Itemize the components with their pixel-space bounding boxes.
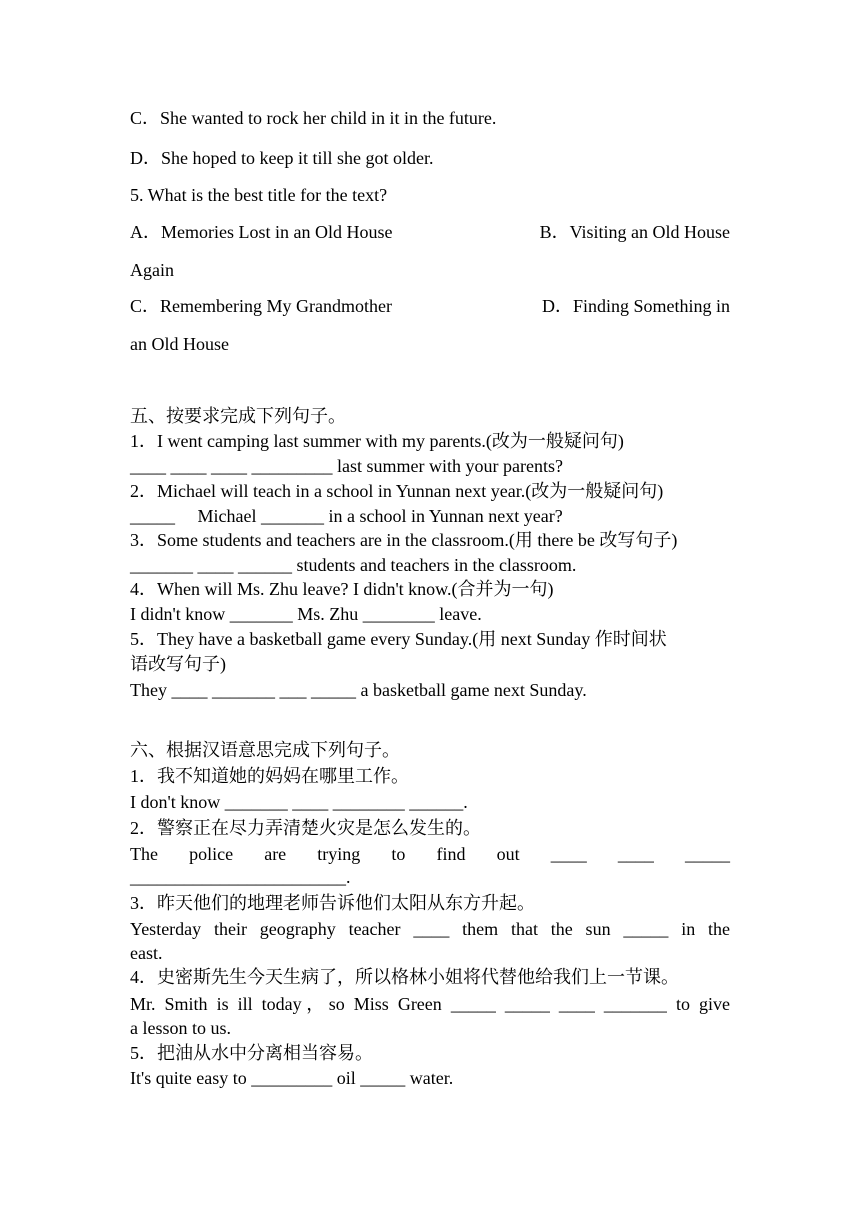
q5-option-a: A．Memories Lost in an Old House (130, 222, 393, 242)
s5-item4-answer: I didn't know _______ Ms. Zhu ________ leave. (130, 604, 482, 624)
s5-item2-answer: _____ Michael _______ in a school in Yunnan next year? (130, 506, 563, 526)
s5-item5-answer: They ____ _______ ___ _____ a basketball game next Sunday. (130, 680, 587, 700)
q5-option-b: B．Visiting an Old House (539, 222, 730, 242)
s6-item1-prompt: 1．我不知道她的妈妈在哪里工作。 (130, 766, 409, 786)
s5-item5-prompt: 5．They have a basketball game every Sunday.(用 next Sunday 作时间状 (130, 629, 667, 649)
section6-heading: 六、根据汉语意思完成下列句子。 (130, 740, 400, 760)
q5-options-ab (130, 221, 730, 243)
s5-item1-answer: ____ ____ ____ _________ last summer with your parents? (130, 456, 563, 476)
s6-item2-answer: The police are trying to find out ____ ____ _____ (130, 844, 730, 864)
s6-item2-prompt: 2．警察正在尽力弄清楚火灾是怎么发生的。 (130, 818, 481, 838)
s5-item3-prompt: 3．Some students and teachers are in the classroom.(用 there be 改写句子) (130, 530, 678, 550)
s6-item3-prompt: 3．昨天他们的地理老师告诉他们太阳从东方升起。 (130, 893, 535, 913)
q5-question: 5. What is the best title for the text? (130, 185, 388, 205)
s6-item2-answer-wrap: ________________________. (130, 867, 351, 887)
s6-item5-prompt: 5．把油从水中分离相当容易。 (130, 1043, 373, 1063)
s6-item5-answer: It's quite easy to _________ oil _____ water. (130, 1068, 454, 1088)
s5-item3-answer: _______ ____ ______ students and teachers in the classroom. (130, 555, 577, 575)
q5-options-cd (130, 295, 730, 317)
section5-heading: 五、按要求完成下列句子。 (130, 406, 346, 426)
q5-option-b-wrap: Again (130, 260, 174, 280)
q5-option-d-wrap: an Old House (130, 334, 229, 354)
s6-item4-prompt: 4．史密斯先生今天生病了，所以格林小姐将代替他给我们上一节课。 (130, 967, 679, 987)
q4-option-d: D．She hoped to keep it till she got older. (130, 148, 434, 168)
s5-item4-prompt: 4．When will Ms. Zhu leave? I didn't know.(合并为一句) (130, 579, 554, 599)
s5-item5-prompt-wrap: 语改写句子) (130, 654, 226, 674)
s6-item3-answer-wrap: east. (130, 943, 163, 963)
s6-item3-answer: Yesterday their geography teacher ____ them that the sun _____ in the (130, 919, 730, 939)
s5-item1-prompt: 1．I went camping last summer with my parents.(改为一般疑问句) (130, 431, 624, 451)
q5-option-c: C．Remembering My Grandmother (130, 296, 392, 316)
q4-option-c: C．She wanted to rock her child in it in the future. (130, 108, 497, 128)
q5-option-d: D．Finding Something in (541, 296, 730, 316)
s5-item2-prompt: 2．Michael will teach in a school in Yunnan next year.(改为一般疑问句) (130, 481, 664, 501)
s6-item4-answer: Mr. Smith is ill today，so Miss Green _____ _____ ____ _______ to give (130, 994, 730, 1014)
s6-item1-answer: I don't know _______ ____ ________ ______. (130, 792, 468, 812)
s6-item4-answer-wrap: a lesson to us. (130, 1018, 231, 1038)
